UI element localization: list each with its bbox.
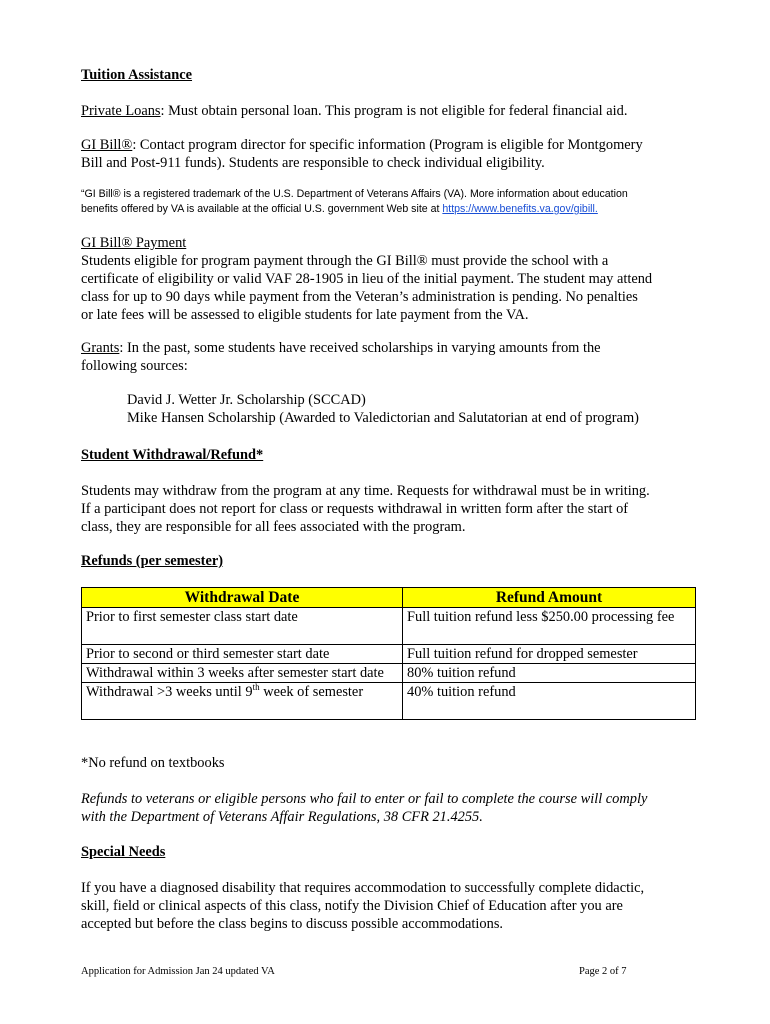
special-needs-heading: Special Needs bbox=[81, 844, 166, 860]
grants-paragraph-line-1 bbox=[81, 339, 601, 357]
gi-payment-heading: GI Bill® Payment bbox=[81, 235, 187, 251]
private-loans-label: Private Loans bbox=[81, 103, 161, 119]
refund-amount-cell: 80% tuition refund bbox=[403, 664, 696, 683]
table-header-row bbox=[82, 588, 696, 608]
special-needs-line: skill, field or clinical aspects of this class, notify the Division Chief of Education after you are bbox=[81, 898, 623, 914]
refund-amount-cell: Full tuition refund less $250.00 processing fee bbox=[403, 608, 696, 645]
withdrawal-date-cell: Prior to first semester class start date bbox=[82, 608, 403, 645]
footer-document-title: Application for Admission Jan 24 updated VA bbox=[81, 966, 275, 977]
gi-bill-paragraph-line-2: Bill and Post-911 funds). Students are responsible to check individual eligibility. bbox=[81, 155, 545, 171]
gi-payment-line: class for up to 90 days while payment from the Veteran’s administration is pending. No penalties bbox=[81, 289, 638, 305]
special-needs-line: accepted but before the class begins to discuss possible accommodations. bbox=[81, 916, 504, 932]
withdrawal-date-cell: Withdrawal within 3 weeks after semester start date bbox=[82, 664, 403, 683]
footer-page-number: Page 2 of 7 bbox=[579, 966, 627, 977]
private-loans-paragraph bbox=[81, 102, 627, 120]
special-needs-line: If you have a diagnosed disability that requires accommodation to successfully complete didactic, bbox=[81, 880, 645, 896]
trademark-note-line-2 bbox=[81, 202, 598, 217]
refund-amount-cell: 40% tuition refund bbox=[403, 683, 696, 720]
gi-payment-line: or late fees will be assessed to eligible students for late payment from the VA. bbox=[81, 307, 529, 323]
withdrawal-line: If a participant does not report for class or requests withdrawal in written form after the start of bbox=[81, 501, 629, 517]
grants-label: Grants bbox=[81, 340, 120, 356]
private-loans-text: : Must obtain personal loan. This program is not eligible for federal financial aid. bbox=[160, 103, 628, 119]
scholarship-item: David J. Wetter Jr. Scholarship (SCCAD) bbox=[127, 392, 366, 408]
table-row bbox=[82, 645, 696, 664]
ordinal-suffix: th bbox=[252, 682, 260, 693]
gi-payment-line: Students eligible for program payment through the GI Bill® must provide the school with a bbox=[81, 253, 609, 269]
trademark-note-text: benefits offered by VA is available at the official U.S. government Web site at bbox=[81, 203, 443, 215]
refund-table bbox=[81, 587, 696, 720]
gi-bill-text: : Contact program director for specific information (Program is eligible for Montgomery bbox=[132, 137, 643, 153]
gi-bill-paragraph-line-1 bbox=[81, 136, 643, 154]
column-header-refund-amount: Refund Amount bbox=[403, 588, 696, 608]
grants-paragraph-line-2: following sources: bbox=[81, 358, 188, 374]
table-row bbox=[82, 664, 696, 683]
table-row bbox=[82, 683, 696, 720]
gibill-link[interactable]: https://www.benefits.va.gov/gibill. bbox=[442, 203, 598, 215]
table-row bbox=[82, 608, 696, 645]
withdrawal-date-text: Withdrawal >3 weeks until 9 bbox=[86, 684, 253, 700]
trademark-note-line-1: “GI Bill® is a registered trademark of the U.S. Department of Veterans Affairs (VA). More information about education bbox=[81, 188, 628, 200]
withdrawal-date-text: week of semester bbox=[259, 684, 364, 700]
textbook-note: *No refund on textbooks bbox=[81, 755, 225, 771]
veterans-note-line: with the Department of Veterans Affair Regulations, 38 CFR 21.4255. bbox=[81, 809, 483, 825]
withdrawal-date-cell: Prior to second or third semester start date bbox=[82, 645, 403, 664]
refunds-heading: Refunds (per semester) bbox=[81, 553, 224, 569]
withdrawal-heading: Student Withdrawal/Refund* bbox=[81, 447, 264, 463]
refund-amount-cell: Full tuition refund for dropped semester bbox=[403, 645, 696, 664]
veterans-note-line: Refunds to veterans or eligible persons who fail to enter or fail to complete the course will comply bbox=[81, 791, 648, 807]
withdrawal-line: class, they are responsible for all fees associated with the program. bbox=[81, 519, 466, 535]
scholarship-item: Mike Hansen Scholarship (Awarded to Valedictorian and Salutatorian at end of program) bbox=[127, 410, 639, 426]
grants-text: : In the past, some students have received scholarships in varying amounts from the bbox=[119, 340, 601, 356]
withdrawal-line: Students may withdraw from the program at any time. Requests for withdrawal must be in writing. bbox=[81, 483, 650, 499]
withdrawal-date-cell bbox=[82, 683, 403, 720]
column-header-withdrawal-date: Withdrawal Date bbox=[82, 588, 403, 608]
gi-payment-line: certificate of eligibility or valid VAF 28-1905 in lieu of the initial payment. The student may attend bbox=[81, 271, 653, 287]
tuition-heading: Tuition Assistance bbox=[81, 67, 193, 83]
gi-bill-label: GI Bill® bbox=[81, 137, 133, 153]
